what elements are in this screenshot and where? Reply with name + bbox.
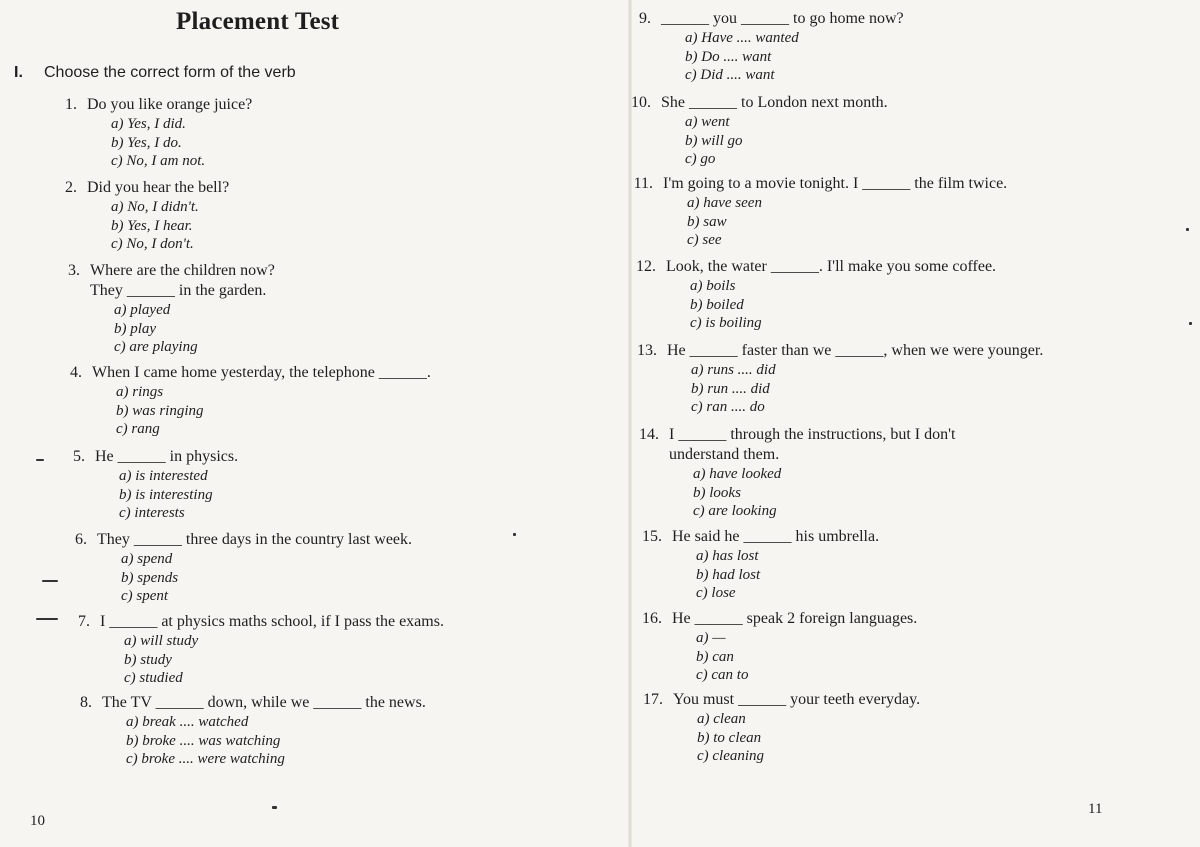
option-b: b) run .... did — [691, 380, 770, 397]
option-b: b) spends — [121, 569, 179, 586]
question-stem: I ______ at physics maths school, if I pass the exams. — [100, 613, 444, 630]
question-13 — [637, 342, 1044, 418]
option-b: b) broke .... was watching — [126, 732, 281, 749]
option-b: b) will go — [685, 132, 743, 149]
question-6 — [75, 531, 413, 607]
question-10 — [631, 94, 888, 170]
option-b: b) had lost — [696, 566, 761, 583]
option-c: c) No, I don't. — [111, 236, 194, 252]
question-stem: He said he ______ his umbrella. — [672, 528, 880, 545]
question-stem: The TV ______ down, while we ______ the news. — [102, 694, 426, 711]
option-a: a) will study — [124, 633, 199, 649]
question-5 — [73, 448, 239, 524]
option-c: c) rang — [116, 421, 160, 437]
option-b: b) can — [696, 648, 734, 665]
option-b: b) is interesting — [119, 486, 213, 503]
option-c: c) studied — [124, 670, 183, 686]
section-title: Choose the correct form of the verb — [44, 64, 296, 81]
question-number: 1. — [65, 96, 77, 113]
question-number: 14. — [639, 426, 659, 443]
option-a: a) clean — [697, 711, 746, 727]
question-stem: Where are the children now? — [90, 262, 275, 279]
option-b: b) looks — [693, 484, 741, 501]
question-3 — [68, 262, 275, 358]
question-stem: You must ______ your teeth everyday. — [673, 691, 921, 708]
option-a: a) have seen — [687, 195, 762, 211]
question-stem: He ______ faster than we ______, when we were younger. — [667, 342, 1044, 359]
scan-mark — [513, 533, 516, 536]
option-a: a) rings — [116, 384, 164, 400]
option-b: b) Yes, I hear. — [111, 217, 193, 234]
question-stem-line2: They ______ in the garden. — [90, 282, 267, 299]
option-b: b) play — [114, 320, 157, 337]
question-2 — [65, 179, 230, 255]
question-1 — [65, 96, 253, 172]
question-17 — [643, 691, 921, 767]
option-a: a) is interested — [119, 468, 208, 484]
option-a: a) have looked — [693, 466, 782, 482]
question-stem: He ______ in physics. — [95, 448, 239, 465]
question-number: 4. — [70, 364, 82, 381]
option-c: c) cleaning — [697, 748, 765, 764]
option-a: a) No, I didn't. — [111, 199, 199, 215]
right-page — [632, 0, 1200, 847]
page-number-right: 11 — [1088, 801, 1103, 817]
scan-mark — [36, 618, 58, 620]
question-number: 5. — [73, 448, 85, 465]
option-a: a) spend — [121, 551, 173, 567]
option-a: a) Yes, I did. — [111, 116, 186, 132]
option-c: c) lose — [696, 585, 736, 601]
scan-mark — [1186, 228, 1189, 231]
option-b: b) boiled — [690, 296, 744, 313]
option-c: c) interests — [119, 505, 185, 521]
option-b: b) saw — [687, 213, 727, 230]
option-b: b) study — [124, 651, 172, 668]
scan-mark — [42, 580, 58, 582]
question-15 — [642, 528, 880, 604]
option-a: a) went — [685, 114, 730, 130]
option-c: c) go — [685, 151, 716, 167]
question-stem: They ______ three days in the country last week. — [97, 531, 413, 548]
question-number: 15. — [642, 528, 662, 545]
question-number: 10. — [631, 94, 651, 111]
question-stem: Did you hear the bell? — [87, 179, 230, 196]
question-7 — [78, 613, 444, 689]
option-c: c) broke .... were watching — [126, 751, 285, 767]
scan-mark — [1189, 322, 1192, 325]
question-4 — [70, 364, 431, 440]
question-number: 11. — [633, 175, 653, 192]
question-number: 2. — [65, 179, 77, 196]
question-stem: I ______ through the instructions, but I don't — [669, 426, 956, 443]
option-b: b) was ringing — [116, 402, 204, 419]
option-a: a) played — [114, 302, 171, 318]
option-a: a) Have .... wanted — [685, 30, 799, 46]
option-b: b) Yes, I do. — [111, 134, 182, 151]
question-16 — [642, 610, 918, 686]
question-stem: She ______ to London next month. — [661, 94, 888, 111]
option-b: b) Do .... want — [685, 48, 772, 65]
option-c: c) are playing — [114, 339, 198, 355]
scan-mark — [36, 459, 44, 461]
question-stem: Do you like orange juice? — [87, 96, 253, 113]
option-c: c) No, I am not. — [111, 153, 206, 169]
option-c: c) see — [687, 232, 722, 248]
question-number: 9. — [639, 10, 651, 27]
option-a: a) has lost — [696, 548, 759, 564]
section-number: I. — [14, 64, 23, 81]
option-a: a) boils — [690, 278, 736, 294]
question-stem-line2: understand them. — [669, 446, 780, 463]
question-8 — [80, 694, 426, 770]
page-title: Placement Test — [176, 8, 340, 35]
option-c: c) ran .... do — [691, 399, 765, 415]
scan-mark — [272, 806, 277, 809]
option-c: c) Did .... want — [685, 67, 775, 83]
question-12 — [636, 258, 997, 334]
option-c: c) is boiling — [690, 315, 762, 331]
option-a: a) break .... watched — [126, 714, 249, 730]
question-14 — [639, 426, 956, 522]
question-number: 13. — [637, 342, 657, 359]
question-stem: He ______ speak 2 foreign languages. — [672, 610, 918, 627]
option-c: c) are looking — [693, 503, 777, 519]
question-number: 16. — [642, 610, 662, 627]
question-9 — [639, 10, 904, 86]
question-stem: I'm going to a movie tonight. I ______ the film twice. — [663, 175, 1008, 192]
question-stem: When I came home yesterday, the telephone ______. — [92, 364, 431, 381]
question-number: 3. — [68, 262, 80, 279]
option-a: a) runs .... did — [691, 362, 776, 378]
option-c: c) can to — [696, 667, 749, 683]
question-number: 7. — [78, 613, 90, 630]
page-number-left: 10 — [30, 813, 45, 829]
question-number: 6. — [75, 531, 87, 548]
option-b: b) to clean — [697, 729, 762, 746]
question-stem: Look, the water ______. I'll make you some coffee. — [666, 258, 997, 275]
option-c: c) spent — [121, 588, 169, 604]
question-number: 8. — [80, 694, 92, 711]
question-11 — [633, 175, 1008, 251]
option-a: a) — — [696, 630, 726, 646]
question-stem: ______ you ______ to go home now? — [661, 10, 904, 27]
question-number: 12. — [636, 258, 656, 275]
question-number: 17. — [643, 691, 663, 708]
